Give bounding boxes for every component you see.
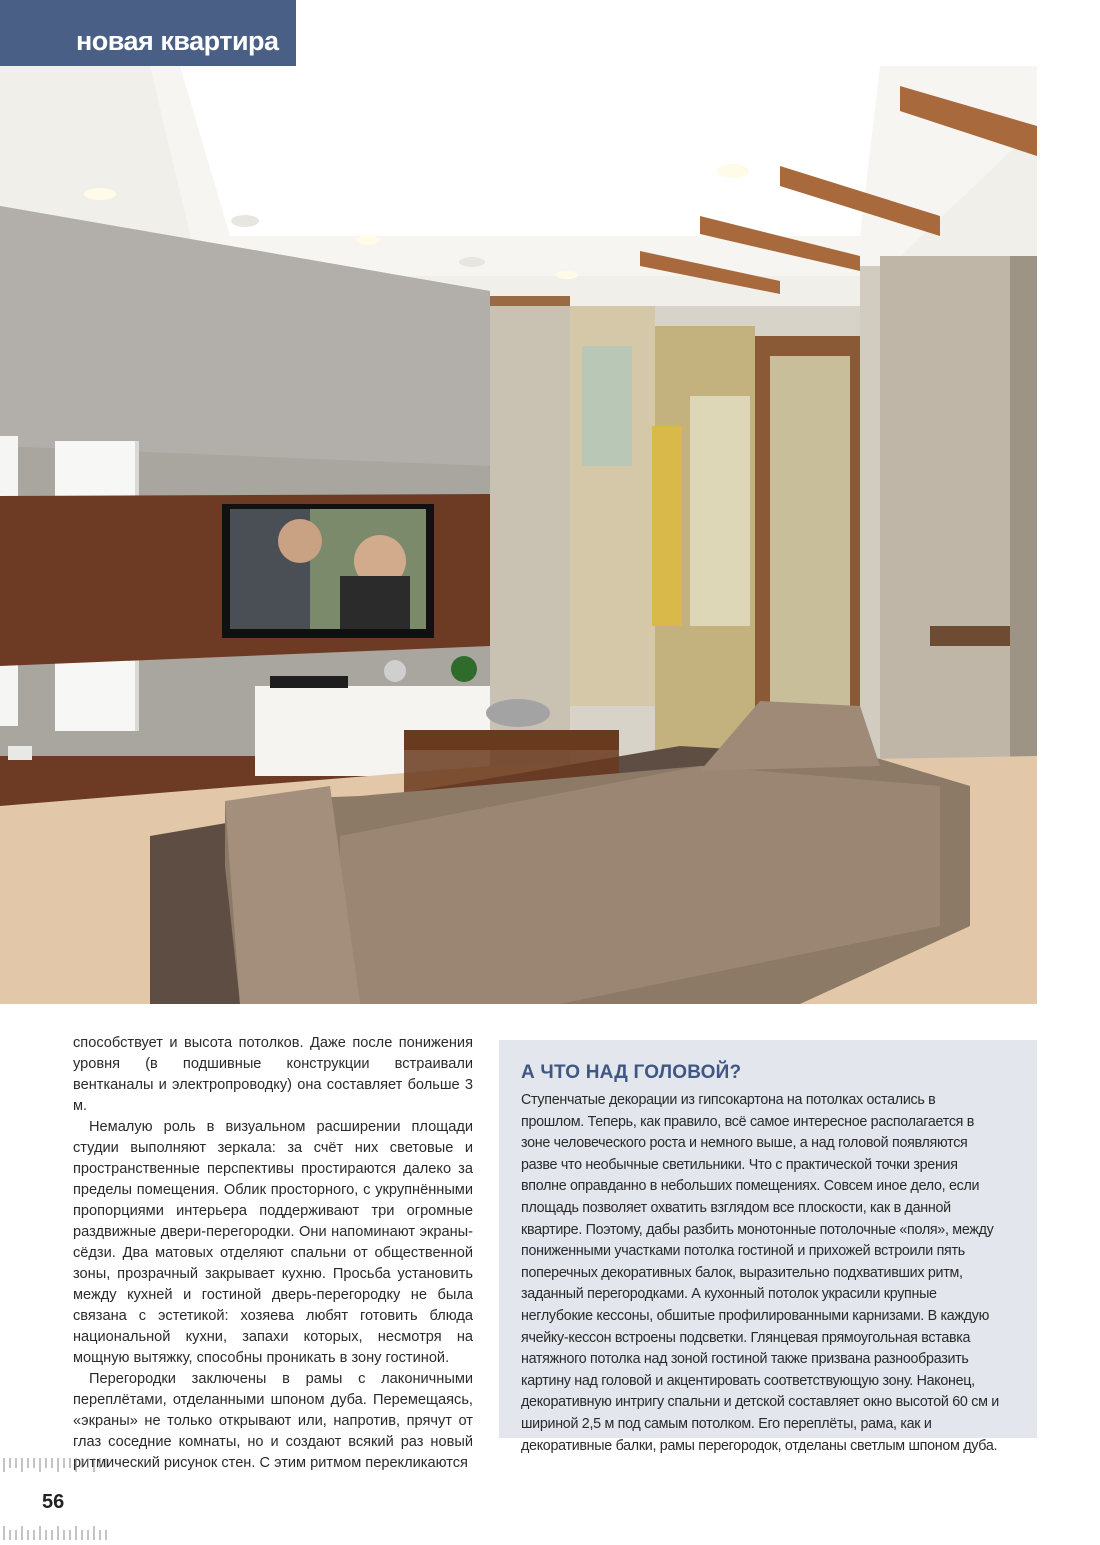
ruler-ticks-top <box>0 1458 115 1478</box>
body-paragraph: способствует и высота потолков. Даже после понижения уровня (в подшивные конструкции встраивали вентканалы и электропроводку) она составляет больше 3 м. <box>73 1035 473 1114</box>
body-text-column <box>73 1033 473 1474</box>
section-header-tab <box>0 0 296 66</box>
ruler-ticks-bottom <box>0 1520 115 1540</box>
page-number: 56 <box>42 1491 65 1513</box>
sidebar-title: А ЧТО НАД ГОЛОВОЙ? <box>521 1062 742 1083</box>
sidebar-text: Ступенчатые декорации из гипсокартона на потолках остались в прошлом. Теперь, как правило, всё самое интересное располагается в зоне человеческого роста и немного выше, а над головой появляются разве что необычные светильники. Что с практической точки зрения вполне оправданно в небольших помещениях. Совсем иное дело, если площадь позволяет охватить взглядом все плоскости, как в данной квартире. Поэтому, дабы разбить монотонные потолочные «поля», между пониженными участками потолка гостиной и прихожей встроили пять поперечных декоративных балок, выразительно подхвативших ритм, заданный перегородками. А кухонный потолок украсили крупные неглубокие кессоны, обшитые профилированными карнизами. В каждую ячейку-кессон встроены подсветки. Глянцевая прямоугольная вставка натяжного потолка над зоной гостиной также призвана разнообразить картину над головой и акцентировать соответствующую зону. Наконец, декоративную интригу спальни и детской составляет окно высотой 60 см и шириной 2,5 м под самым потолком. Его переплёты, рама, как и декоративные балки, рамы перегородок, отделаны светлым шпоном дуба. <box>521 1092 999 1454</box>
living-room-illustration <box>0 66 1037 1004</box>
sidebar-box <box>499 1040 1037 1454</box>
section-title: новая квартира <box>76 26 279 56</box>
body-paragraph: Немалую роль в визуальном расширении площади студии выполняют зеркала: за счёт них световые и пространственные перспективы простираются далеко за пределы помещения. Облик просторного, с укрупнёнными пропорциями интерьера поддерживают три огромные раздвижные двери-перегородки. Они напоминают экраны-сёдзи. Два матовых отделяют спальни от общественной зоны, прозрачный закрывает кухню. Просьба установить между кухней и гостиной дверь-перегородку не была связана с эстетикой: хозяева любят готовить блюда национальной кухни, запахи которых, несмотря на мощную вытяжку, способны проникать в зону гостиной. <box>73 1119 473 1366</box>
interior-photo <box>0 66 1037 1004</box>
body-paragraph: Перегородки заключены в рамы с лаконичными переплётами, отделанными шпоном дуба. Перемещаясь, «экраны» не только открывают или, напротив, прячут от глаз соседние комнаты, но и создают всякий раз новый ритмический рисунок стен. С этим ритмом перекликаются <box>73 1371 473 1471</box>
